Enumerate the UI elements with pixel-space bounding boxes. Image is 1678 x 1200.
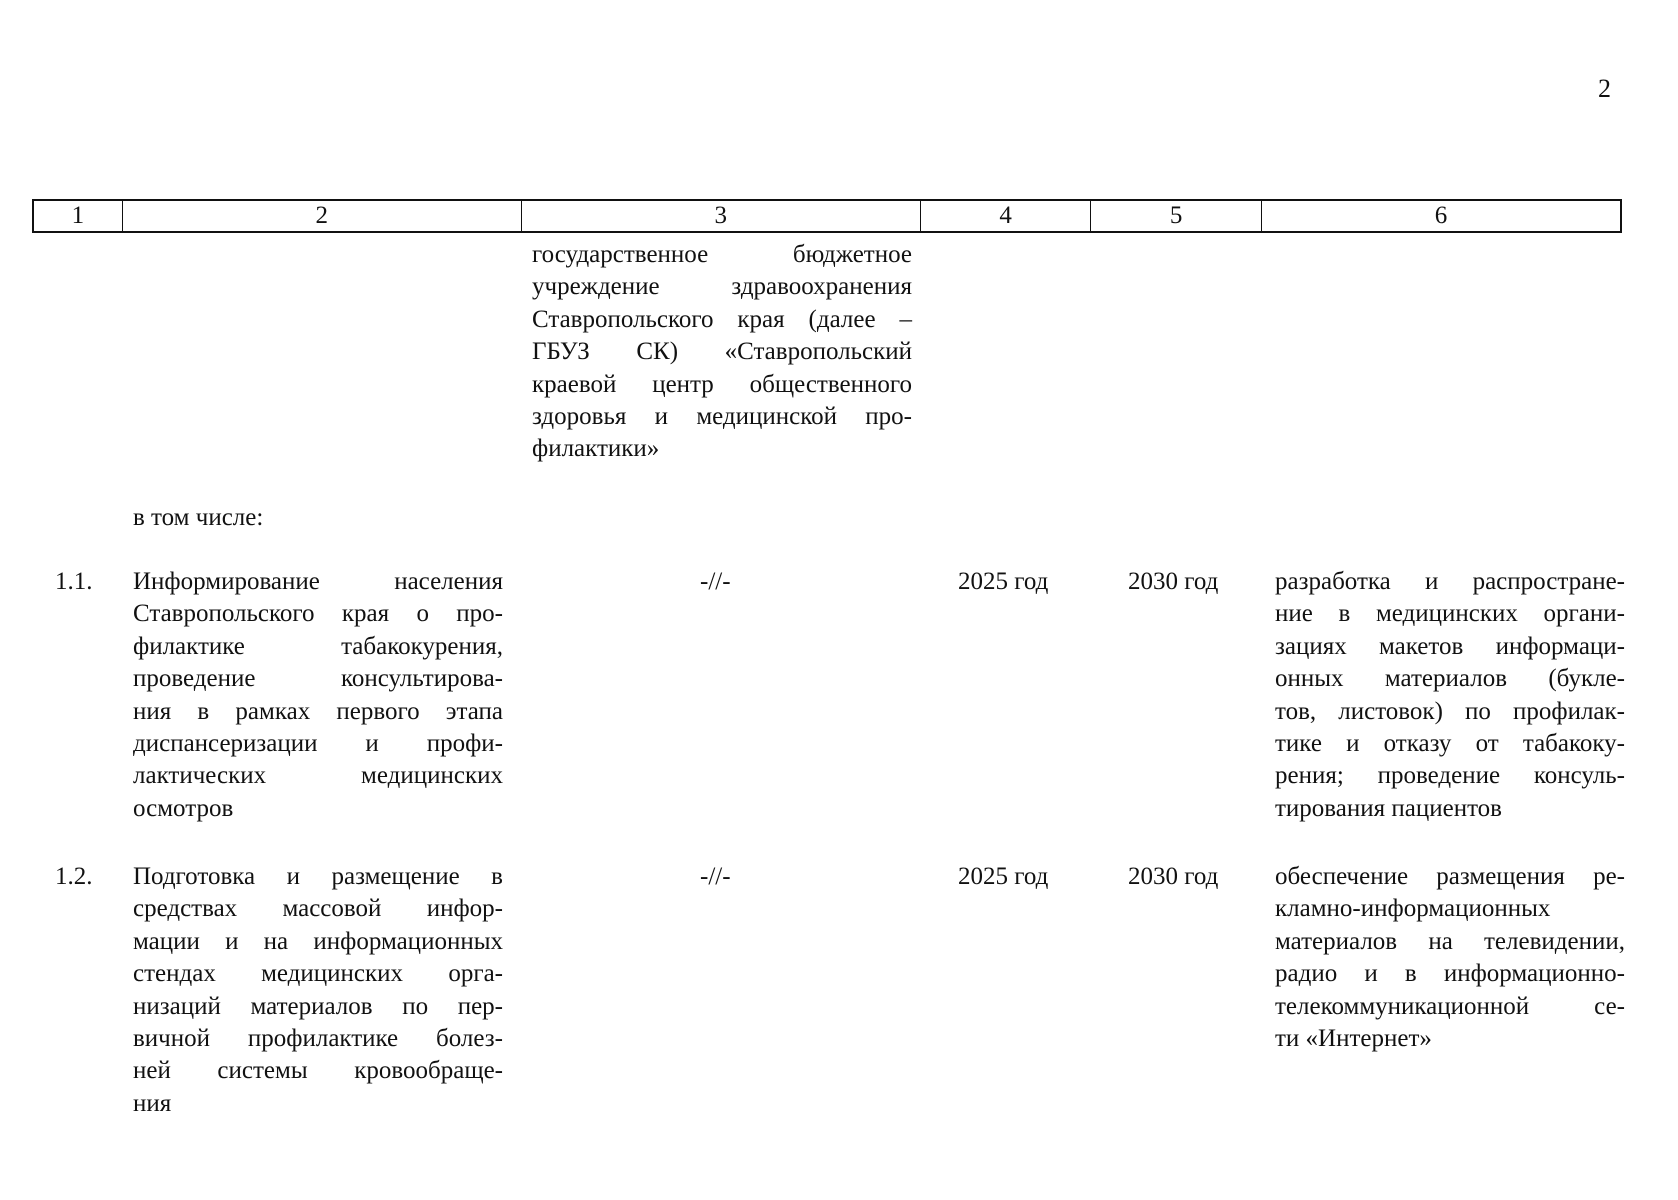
name-line: низаций материалов по пер-: [133, 992, 503, 1020]
result-line: рения; проведение консуль-: [1275, 762, 1625, 790]
row-executor: -//-: [700, 568, 731, 595]
page-number: 2: [1598, 74, 1611, 103]
row-start-year: 2025 год: [958, 568, 1049, 595]
row-result-cell: [1275, 566, 1625, 825]
result-line: кламно-информационных: [1275, 895, 1551, 923]
executor-line: учреждение здравоохранения: [532, 273, 912, 301]
row-start-year: 2025 год: [958, 863, 1049, 890]
header-col-3: 3: [521, 201, 920, 231]
row-number: 1.2.: [55, 863, 93, 890]
name-line: средствах массовой инфор-: [133, 895, 503, 923]
name-line: Информирование населения: [133, 568, 503, 595]
name-line: проведение консультирова-: [133, 665, 503, 693]
name-line: ния в рамках первого этапа: [133, 697, 503, 725]
result-line: тирования пациентов: [1275, 794, 1502, 822]
name-line: ния: [133, 1089, 172, 1117]
header-col-6: 6: [1261, 201, 1620, 231]
result-line: тике и отказу от табакоку-: [1275, 730, 1625, 758]
executor-line: здоровья и медицинской про-: [532, 403, 912, 431]
row-executor: -//-: [700, 863, 731, 890]
result-line: ние в медицинских органи-: [1275, 600, 1625, 628]
name-line: вичной профилактике болез-: [133, 1025, 503, 1053]
name-line: осмотров: [133, 794, 234, 822]
header-col-1: 1: [71, 202, 85, 229]
row-name-cell: [133, 861, 503, 1120]
including-label: в том числе:: [133, 504, 264, 531]
result-line: онных материалов (букле-: [1275, 665, 1625, 693]
result-line: разработка и распростране-: [1275, 568, 1625, 595]
name-line: ней системы кровообраще-: [133, 1057, 503, 1085]
name-line: диспансеризации и профи-: [133, 730, 503, 758]
result-line: ти «Интернет»: [1275, 1025, 1432, 1053]
row-end-year: 2030 год: [1128, 863, 1219, 890]
header-col-2: 2: [122, 201, 521, 231]
name-line: мации и на информационных: [133, 927, 503, 955]
executor-line: Ставропольского края (далее –: [532, 305, 912, 333]
executor-line: государственное бюджетное: [532, 241, 912, 268]
executor-line: филактики»: [532, 435, 660, 463]
executor-line: краевой центр общественного: [532, 370, 912, 398]
name-line: Подготовка и размещение в: [133, 863, 503, 890]
name-line: Ставропольского края о про-: [133, 600, 503, 628]
header-col-5: 5: [1090, 201, 1261, 231]
row-end-year: 2030 год: [1128, 568, 1219, 595]
table-header-row: [32, 199, 1622, 233]
result-line: радио и в информационно-: [1275, 960, 1625, 988]
continued-executor-cell: [532, 239, 912, 466]
name-line: стендах медицинских орга-: [133, 960, 503, 988]
result-line: материалов на телевидении,: [1275, 927, 1625, 955]
result-line: зациях макетов информаци-: [1275, 632, 1625, 660]
row-name-cell: [133, 566, 503, 825]
row-number: 1.1.: [55, 568, 93, 595]
header-col-4: 4: [920, 201, 1091, 231]
result-line: тов, листовок) по профилак-: [1275, 697, 1625, 725]
row-result-cell: [1275, 861, 1625, 1055]
name-line: лактических медицинских: [133, 762, 503, 790]
result-line: телекоммуникационной се-: [1275, 992, 1625, 1020]
name-line: филактике табакокурения,: [133, 632, 503, 660]
result-line: обеспечение размещения ре-: [1275, 863, 1625, 890]
executor-line: ГБУЗ СК) «Ставропольский: [532, 338, 912, 366]
